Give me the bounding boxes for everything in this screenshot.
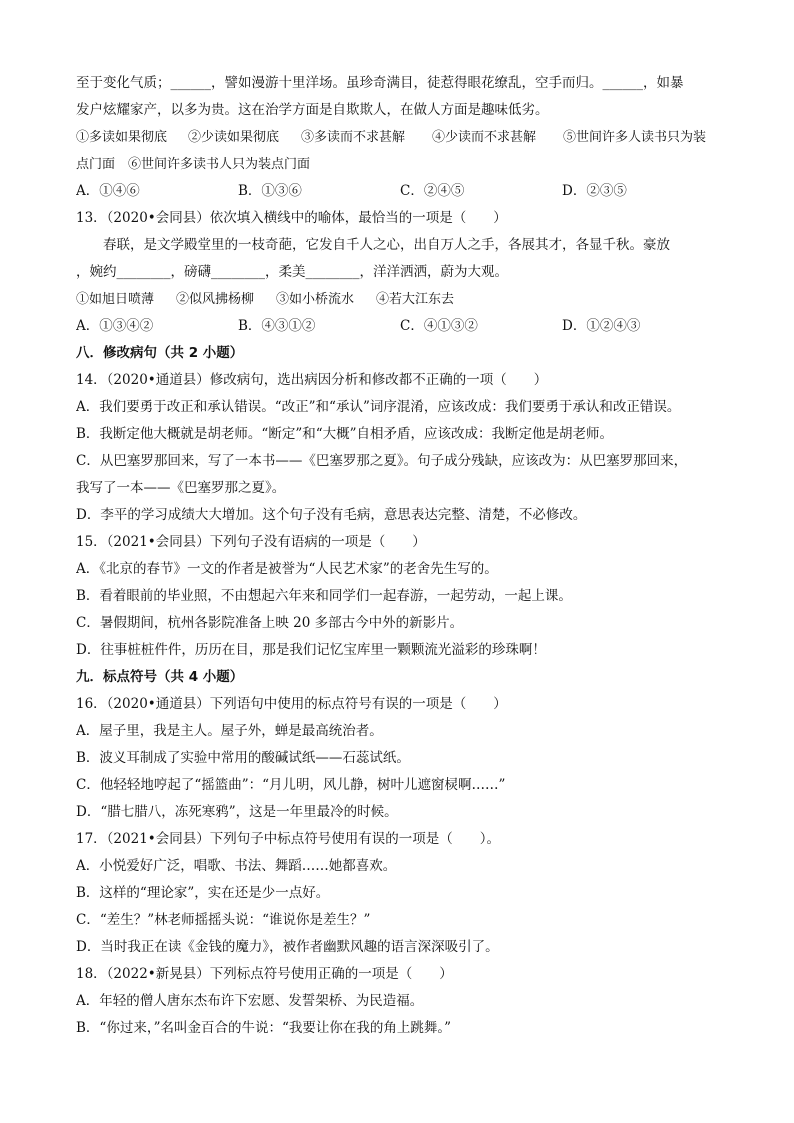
q14-option-d[interactable]: D．李平的学习成绩大大增加。这个句子没有毛病，意思表达完整、清楚，不必修改。 — [76, 507, 587, 523]
q13-stem: 13．（2020•会同县）依次填入横线中的喻体，最恰当的一项是（ ） — [76, 210, 507, 226]
q16-option-d[interactable]: D．“腊七腊八，冻死寒鸦”，这是一年里最冷的时候。 — [76, 804, 398, 820]
q13-option: ②似风拂杨柳 — [176, 292, 255, 307]
q18-option-b[interactable]: B．“你过来，”名叫金百合的牛说：“我要让你在我的角上跳舞。” — [76, 1020, 452, 1036]
q13-option: ①如旭日喷薄 — [76, 292, 155, 307]
q15-stem: 15．（2021•会同县）下列句子没有语病的一项是（ ） — [76, 534, 426, 550]
q16-option-b[interactable]: B．波义耳制成了实验中常用的酸碱试纸——石蕊试纸。 — [76, 750, 410, 766]
q13-choice-c[interactable]: C．④①③② — [400, 318, 478, 334]
document-content — [76, 70, 726, 1042]
q13-option: ④若大江东去 — [376, 292, 455, 307]
q13-choices — [76, 313, 726, 340]
q17-option-a[interactable]: A．小悦爱好广泛，唱歌、书法、舞蹈……她都喜欢。 — [76, 858, 397, 874]
q12-choice-a[interactable]: A．①④⑥ — [76, 183, 140, 199]
q12-options — [76, 124, 726, 151]
q16-stem: 16．（2020•通道县）下列语句中使用的标点符号有误的一项是（ ） — [76, 696, 507, 712]
q12-text-line: 至于变化气质；______，譬如漫游十里洋场。虽珍奇满目，徒惹得眼花缭乱，空手而归。______，如暴 — [76, 75, 684, 91]
q12-option: ⑤世间许多人读书只为装 — [563, 130, 707, 145]
q13-choice-d[interactable]: D．①②④③ — [562, 318, 641, 334]
q13-choice-a[interactable]: A．①③④② — [76, 318, 154, 334]
q12-option: ①多读如果彻底 — [76, 130, 168, 145]
q14-stem: 14．（2020•通道县）修改病句，选出病因分析和修改都不正确的一项（ ） — [76, 372, 548, 388]
q15-option-d[interactable]: D．往事桩桩件件，历历在目，那是我们记忆宝库里一颗颗流光溢彩的珍珠啊！ — [76, 642, 546, 658]
section-heading: 九．标点符号（共 4 小题） — [76, 669, 244, 685]
q14-option-b[interactable]: B．我断定他大概就是胡老师。“断定”和“大概”自相矛盾，应该改成：我断定他是胡老师。 — [76, 426, 614, 442]
q18-option-a[interactable]: A．年轻的僧人唐东杰布许下宏愿、发誓架桥、为民造福。 — [76, 993, 424, 1009]
q12-options — [76, 151, 726, 178]
q12-option: ④少读而不求甚解 — [432, 130, 537, 145]
q12-choice-b[interactable]: B．①③⑥ — [238, 183, 302, 199]
q13-passage-line: ，婉约________，磅礴________，柔美________，洋洋洒洒，蔚为大观。 — [76, 264, 508, 280]
q12-choices — [76, 178, 726, 205]
q13-passage-line: 春联，是文学殿堂里的一枝奇葩，它发自千人之心，出自万人之手，各展其才，各显千秋。豪放 — [103, 237, 670, 253]
q17-option-c[interactable]: C．“差生？”林老师摇摇头说：“谁说你是差生？” — [76, 912, 371, 928]
q16-option-c[interactable]: C．他轻轻地哼起了“摇篮曲”：“月儿明，风儿静，树叶儿遮窗棂啊……” — [76, 777, 506, 793]
q14-option-c[interactable]: C．从巴塞罗那回来，写了一本书——《巴塞罗那之夏》。句子成分残缺，应该改为：从巴塞罗那回来， — [76, 453, 688, 469]
q12-choice-d[interactable]: D．②③⑤ — [562, 183, 627, 199]
q12-text-line: 发户炫耀家产，以多为贵。这在治学方面是自欺欺人，在做人方面是趣味低劣。 — [76, 102, 549, 118]
q13-options — [76, 286, 726, 313]
q14-option-a[interactable]: A．我们要勇于改正和承认错误。“改正”和“承认”词序混淆，应该改成：我们要勇于承认和改正错误。 — [76, 399, 681, 415]
q12-option: ③多读而不求甚解 — [301, 130, 406, 145]
q12-option: 点门面 — [76, 157, 116, 172]
q14-option-c-continued: 我写了一本——《巴塞罗那之夏》。 — [76, 480, 286, 496]
q12-option: ②少读如果彻底 — [188, 130, 280, 145]
q18-stem: 18．（2022•新晃县）下列标点符号使用正确的一项是（ ） — [76, 966, 453, 982]
q12-choice-c[interactable]: C．②④⑤ — [400, 183, 465, 199]
q17-stem: 17．（2021•会同县）下列句子中标点符号使用有误的一项是（ ）。 — [76, 831, 500, 847]
q13-option: ③如小桥流水 — [276, 292, 355, 307]
q12-option: ⑥世间许多读书人只为装点门面 — [128, 157, 311, 172]
q17-option-d[interactable]: D．当时我正在读《金钱的魔力》，被作者幽默风趣的语言深深吸引了。 — [76, 939, 499, 955]
q17-option-b[interactable]: B．这样的“理论家”，实在还是少一点好。 — [76, 885, 330, 901]
q15-option-b[interactable]: B．看着眼前的毕业照，不由想起六年来和同学们一起春游，一起劳动，一起上课。 — [76, 588, 572, 604]
q15-option-c[interactable]: C．暑假期间，杭州各影院准备上映 20 多部古今中外的新影片。 — [76, 615, 464, 631]
q16-option-a[interactable]: A．屋子里，我是主人。屋子外，蝉是最高统治者。 — [76, 723, 383, 739]
section-heading: 八．修改病句（共 2 小题） — [76, 345, 244, 361]
q15-option-a[interactable]: A．《北京的春节》一文的作者是被誉为“人民艺术家”的老舍先生写的。 — [76, 561, 498, 577]
q13-choice-b[interactable]: B．④③①② — [238, 318, 316, 334]
